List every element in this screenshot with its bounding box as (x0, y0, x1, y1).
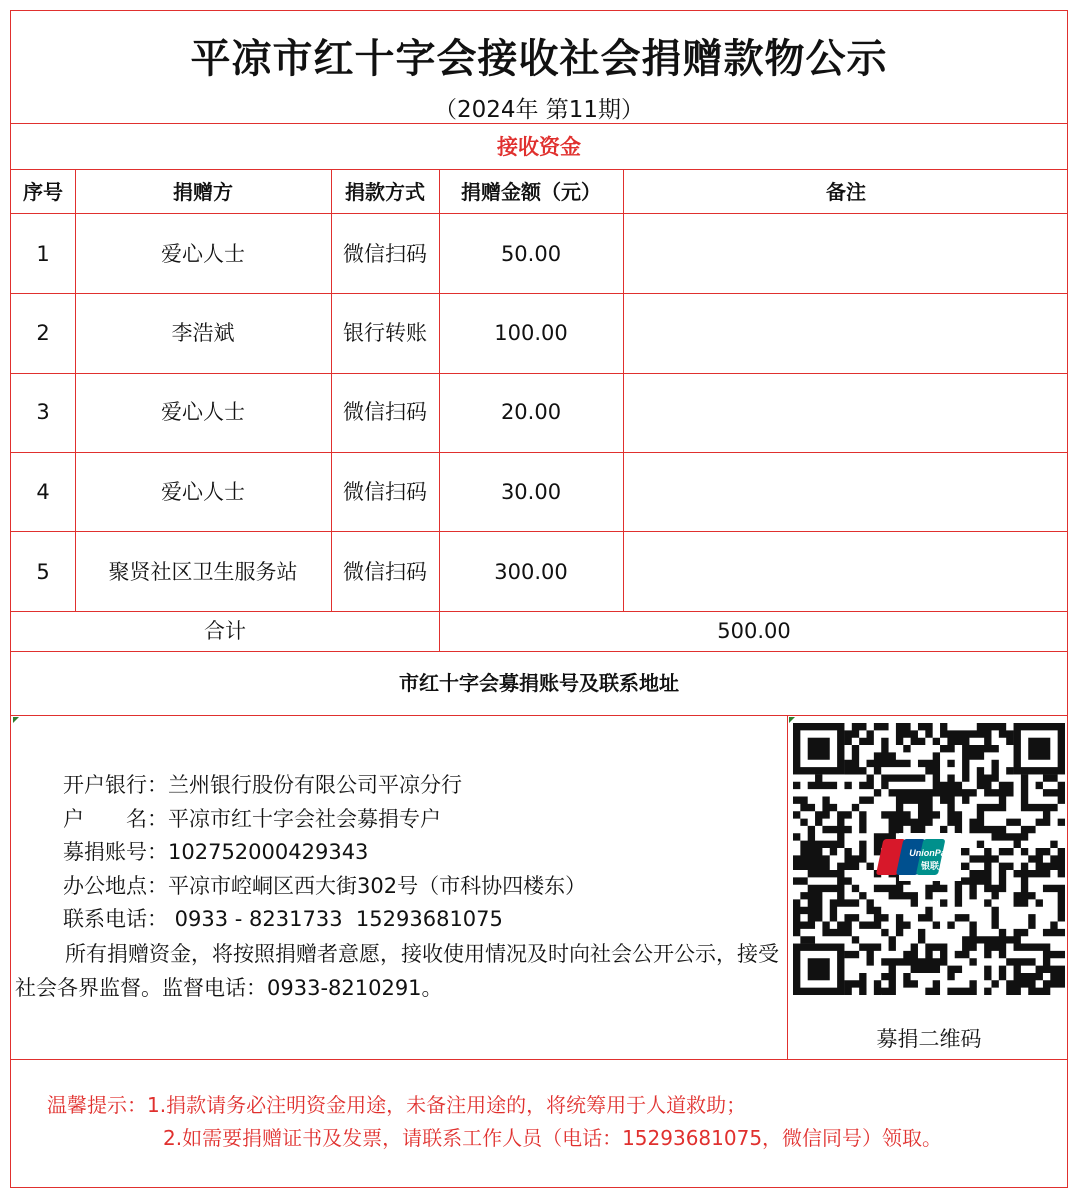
cell-no: 2 (36, 321, 50, 345)
column-header-method: 捐款方式 (345, 180, 425, 204)
divider (11, 123, 1067, 124)
column-divider (75, 169, 76, 611)
cell-no: 1 (36, 242, 50, 266)
cell-donor: 爱心人士 (161, 242, 245, 266)
column-divider (439, 169, 440, 651)
cell-donor: 爱心人士 (161, 400, 245, 424)
qr-finder-center (808, 738, 830, 760)
funds-section-label: 接收资金 (497, 135, 581, 159)
cell-amount: 50.00 (500, 242, 562, 266)
public-notice: 所有捐赠资金，将按照捐赠者意愿，接收使用情况及时向社会公开公示，接受社会各界监督。监督电话：0933-8210291。 (15, 942, 779, 1000)
column-divider (331, 169, 332, 611)
cell-donor: 李浩斌 (171, 321, 235, 345)
divider (11, 715, 1067, 716)
cell-method: 微信扫码 (343, 480, 427, 504)
cell-note (623, 294, 1069, 372)
cell-no: 4 (36, 480, 50, 504)
account-name-label: 户 名： (63, 806, 168, 831)
cell-corner-mark (13, 717, 19, 723)
cell-note (623, 453, 1069, 531)
unionpay-logo-text: UnionPay (909, 848, 951, 858)
account-number-value: 102752000429343 (168, 840, 369, 864)
issue-subtitle: （2024年 第11期） (433, 97, 645, 123)
cell-method: 微信扫码 (343, 242, 427, 266)
office-value: 平凉市崆峒区西大街302号（市科协四楼东） (168, 873, 587, 898)
divider (11, 213, 1067, 214)
cell-method: 微信扫码 (343, 560, 427, 584)
bank-label: 开户银行： (63, 773, 168, 797)
total-label: 合计 (204, 619, 246, 643)
column-header-donor: 捐赠方 (173, 180, 233, 204)
column-divider (623, 169, 624, 611)
account-heading: 市红十字会募捐账号及联系地址 (399, 671, 679, 695)
cell-method: 银行转账 (343, 321, 427, 345)
account-number-label: 募捐账号： (63, 840, 168, 864)
cell-note (623, 533, 1069, 611)
cell-note (623, 373, 1069, 451)
divider (11, 1059, 1067, 1060)
warm-tips (47, 1089, 942, 1155)
phone-value: 0933 - 8231733 15293681075 (168, 907, 503, 931)
cell-amount: 30.00 (500, 480, 562, 504)
donation-notice-sheet (10, 10, 1068, 1188)
cell-no: 5 (36, 560, 50, 584)
tip-line-1: 温馨提示：1.捐款请务必注明资金用途，未备注用途的，将统筹用于人道救助； (47, 1093, 747, 1117)
qr-finder-center (1028, 738, 1050, 760)
tip-line-2: 2.如需要捐赠证书及发票，请联系工作人员（电话：15293681075，微信同号）领取。 (163, 1126, 943, 1150)
qr-caption: 募捐二维码 (876, 1027, 982, 1051)
unionpay-logo (876, 833, 961, 881)
qr-code-graphic (789, 719, 1069, 999)
bank-value: 兰州银行股份有限公司平凉分行 (168, 773, 462, 797)
column-header-amount: 捐赠金额（元） (461, 180, 601, 204)
cell-note (623, 215, 1069, 293)
cell-donor: 聚贤社区卫生服务站 (108, 560, 298, 584)
account-info (63, 769, 586, 937)
divider (11, 531, 1067, 532)
column-divider (787, 715, 788, 1059)
account-name-value: 平凉市红十字会社会募捐专户 (168, 806, 441, 831)
donation-qr-code[interactable] (789, 719, 1069, 999)
total-value: 500.00 (717, 619, 791, 643)
cell-amount: 100.00 (494, 321, 568, 345)
cell-amount: 300.00 (494, 560, 568, 584)
cell-method: 微信扫码 (343, 400, 427, 424)
page-title: 平凉市红十字会接收社会捐赠款物公示 (190, 36, 888, 82)
divider (11, 169, 1067, 170)
office-label: 办公地点： (63, 873, 168, 898)
column-header-no: 序号 (23, 180, 63, 204)
cell-donor: 爱心人士 (161, 480, 245, 504)
cell-no: 3 (36, 400, 50, 424)
column-header-note: 备注 (826, 180, 866, 204)
phone-label: 联系电话： (63, 907, 168, 931)
cell-amount: 20.00 (500, 400, 562, 424)
qr-finder-center (808, 958, 830, 980)
unionpay-logo-text-cn: 银联 (920, 862, 940, 872)
